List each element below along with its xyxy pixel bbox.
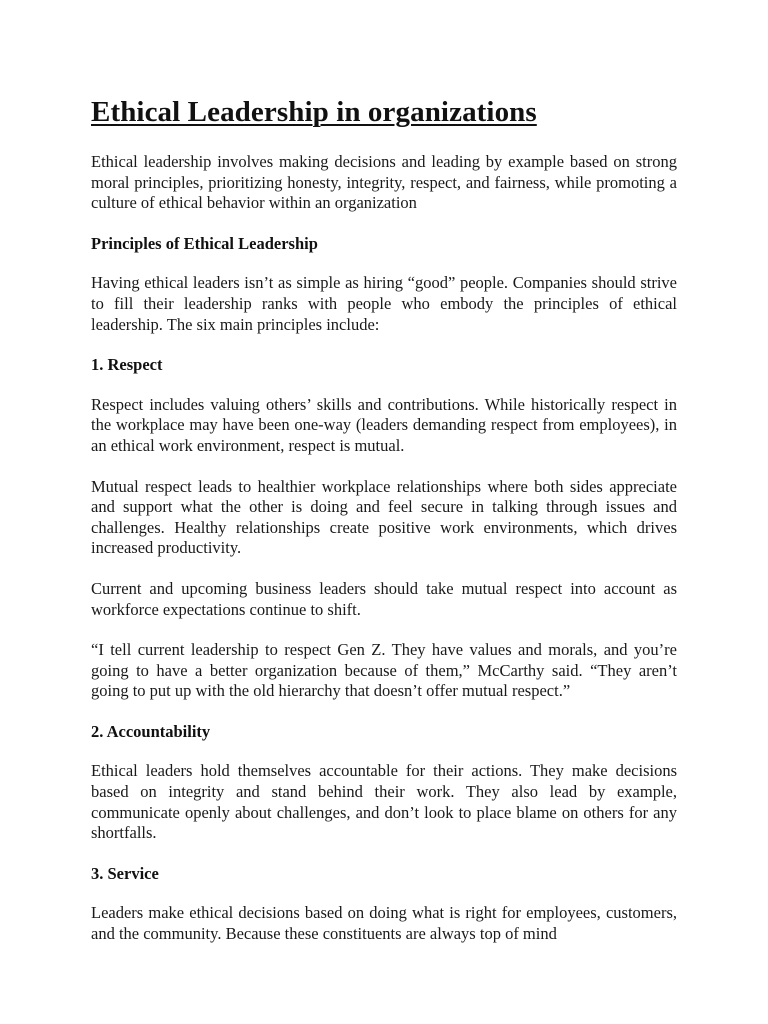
respect-paragraph-1: Respect includes valuing others’ skills and contributions. While historically respect in the workplace may have been one-way (leaders demanding respect from employees), in an ethical work environment, respect is mutual. — [91, 394, 677, 455]
intro-paragraph: Ethical leadership involves making decisions and leading by example based on strong moral principles, prioritizing honesty, integrity, respect, and fairness, while promoting a culture of ethical behavior within an organization — [91, 152, 677, 213]
principles-paragraph: Having ethical leaders isn’t as simple as hiring “good” people. Companies should strive to fill their leadership ranks with people who embody the principles of ethical leadership. The six main principles include: — [91, 273, 677, 334]
document-page — [91, 92, 677, 965]
document-title: Ethical Leadership in organizations — [91, 96, 537, 128]
accountability-paragraph: Ethical leaders hold themselves accountable for their actions. They make decisions based on integrity and stand behind their work. They also lead by example, communicate openly about challenges, and don’t look to place blame on others for any shortfalls. — [91, 761, 677, 843]
respect-paragraph-2: Mutual respect leads to healthier workplace relationships where both sides appreciate and support what the other is doing and feel secure in talking through issues and challenges. Healthy relationships create positive work environments, which drives increased productivity. — [91, 476, 677, 558]
section-heading-principles: Principles of Ethical Leadership — [91, 233, 318, 253]
section-heading-accountability: 2. Accountability — [91, 721, 211, 741]
respect-paragraph-3: Current and upcoming business leaders should take mutual respect into account as workforce expectations continue to shift. — [91, 578, 677, 619]
service-paragraph: Leaders make ethical decisions based on doing what is right for employees, customers, and the community. Because these constituents are always top of mind — [91, 903, 677, 944]
respect-quote-paragraph: “I tell current leadership to respect Gen Z. They have values and morals, and you’re going to have a better organization because of them,” McCarthy said. “They aren’t going to put up with the old hierarchy that doesn’t offer mutual respect.” — [91, 640, 677, 701]
section-heading-respect: 1. Respect — [91, 355, 163, 375]
section-heading-service: 3. Service — [91, 863, 159, 883]
